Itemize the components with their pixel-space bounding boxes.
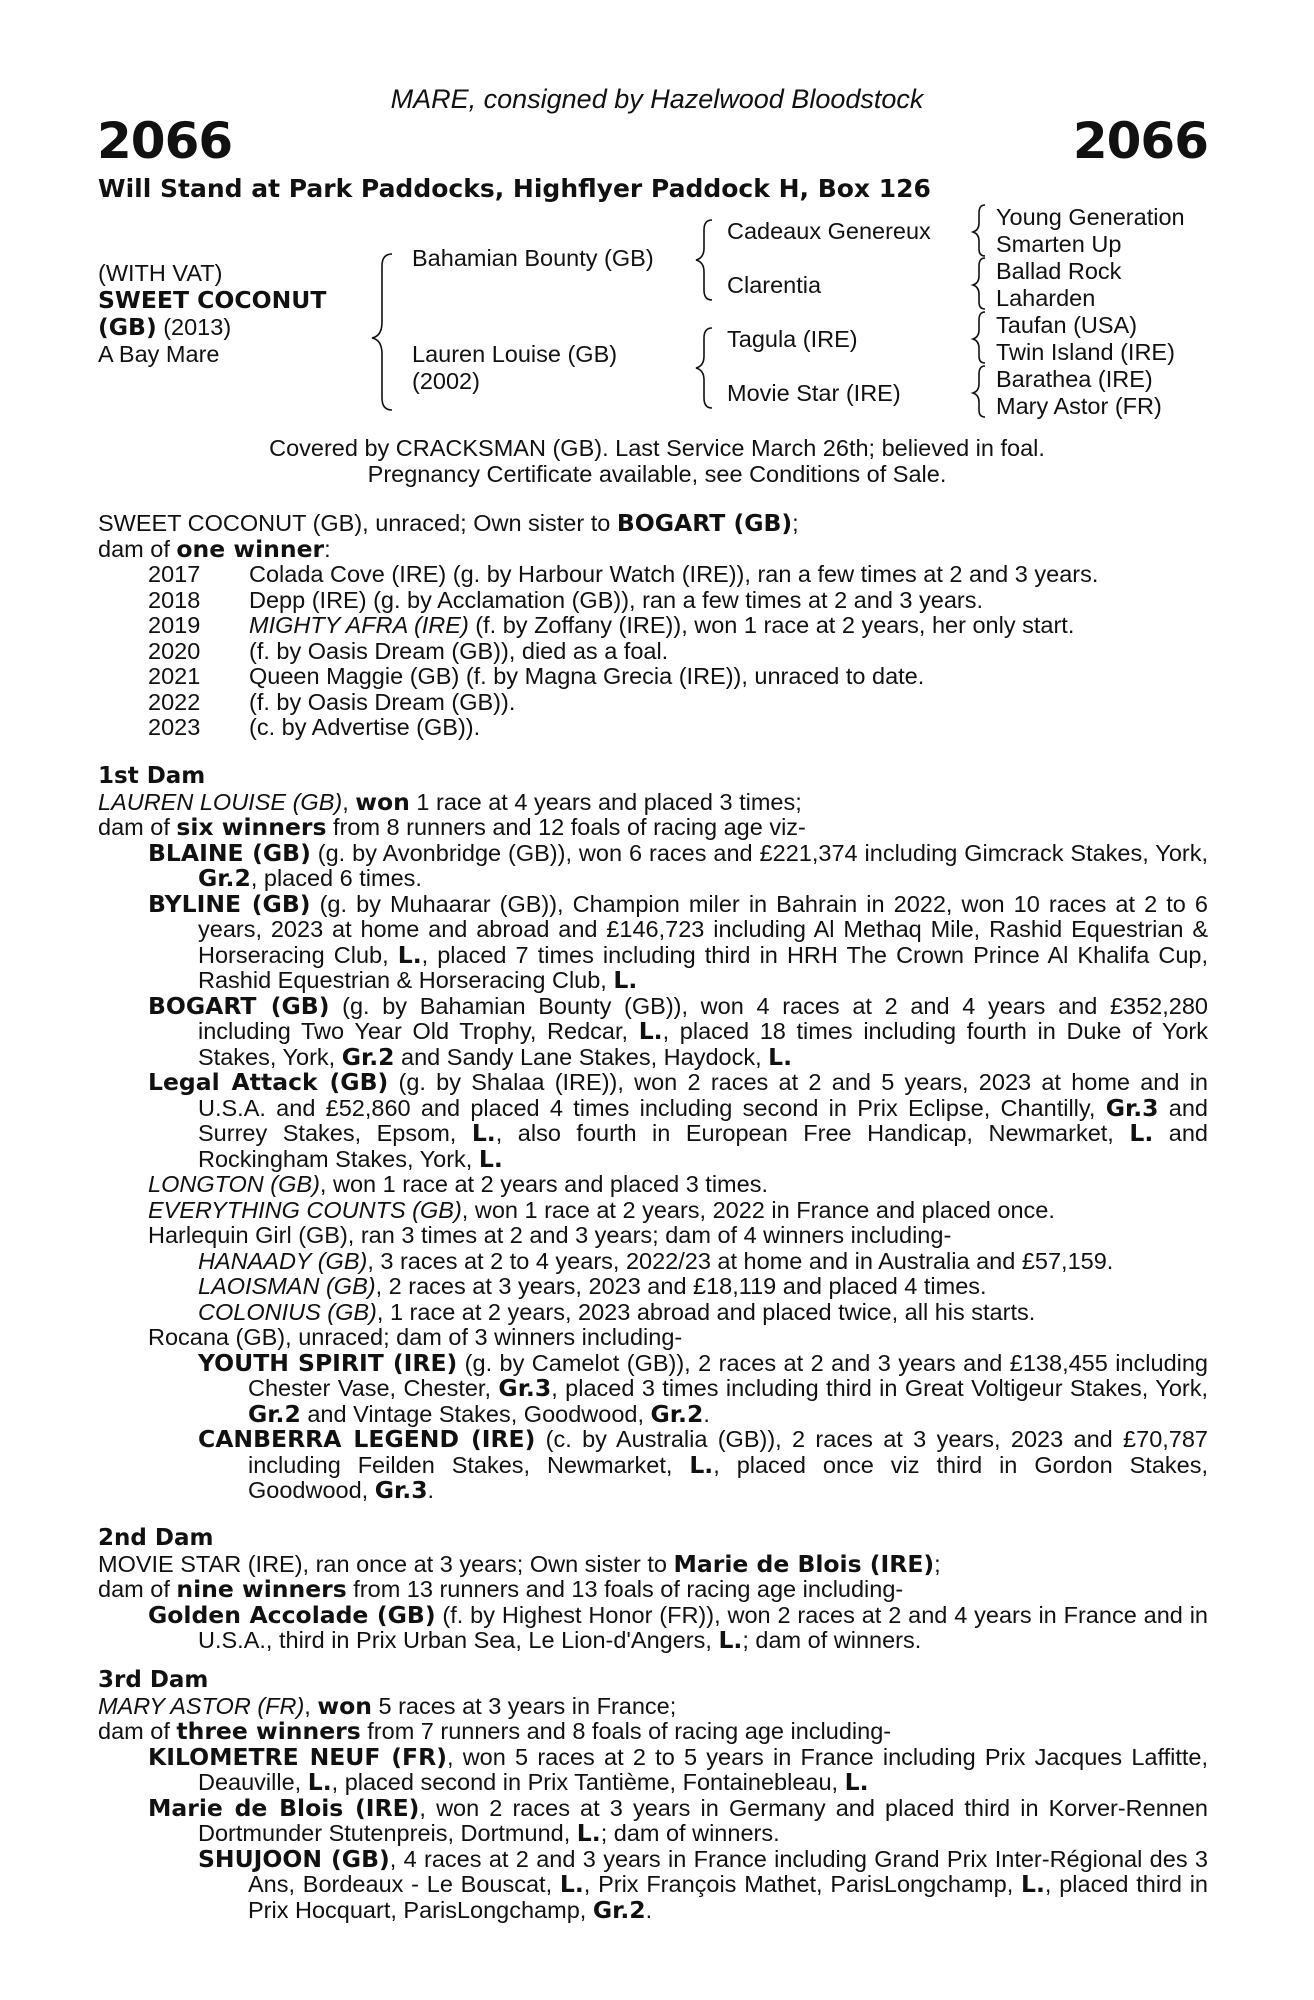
runner-bogart: BOGART (GB) (g. by Bahamian Bounty (GB)), won 4 races at 2 and 4 years and £352,280 including Two Year Old Trophy, Redcar, L., placed 18 times including fourth in Duke of York Stakes, York, Gr.2 and Sandy Lane Stakes, Haydock, L. (148, 991, 1208, 1071)
gen3-5: Taufan (USA) (996, 312, 1138, 338)
vat-note: (WITH VAT) (98, 260, 223, 286)
third-dam-section (98, 1668, 1208, 1923)
runner-blaine: BLAINE (GB) (g. by Avonbridge (GB)), won 6 races and £221,374 including Gimcrack Stakes, York, Gr.2, placed 6 times. (148, 838, 1208, 892)
runner-golden-accolade: Golden Accolade (GB) (f. by Highest Honor (FR)), won 2 races at 2 and 4 years in France and in U.S.A., third in Prix Urban Sea, Le Lion-d'Angers, L.; dam of winners. (148, 1600, 1208, 1654)
runner-everything-counts: EVERYTHING COUNTS (GB), won 1 race at 2 years, 2022 in France and placed once. (148, 1196, 1055, 1223)
gen3-1: Young Generation (996, 204, 1185, 230)
gen3-4: Laharden (996, 285, 1096, 311)
mare-dam-of: dam of one winner: (98, 534, 331, 563)
foal-row: 2018 Depp (IRE) (g. by Acclamation (GB)), ran a few times at 2 and 3 years. (148, 586, 984, 613)
brace-gen3-1 (973, 205, 985, 256)
first-dam-section (98, 764, 1208, 1504)
brace-gen3-3 (973, 312, 985, 363)
foal-row: 2020 (f. by Oasis Dream (GB)), died as a foal. (148, 637, 669, 664)
mare-intro: SWEET COCONUT (GB), unraced; Own sister to BOGART (GB); (98, 509, 799, 537)
foal-row: 2023 (c. by Advertise (GB)). (148, 714, 481, 740)
foal-row: 2019 MIGHTY AFRA (IRE) (f. by Zoffany (IRE)), won 1 race at 2 years, her only start. (148, 612, 1075, 638)
brace-gen2-bottom (696, 328, 712, 408)
horse-description: A Bay Mare (98, 341, 220, 367)
runner-marie-de-blois: Marie de Blois (IRE), won 2 races at 3 years in Germany and placed third in Korver-Rennen Dortmunder Stutenpreis, Dortmund, L.; dam of winners. (148, 1793, 1208, 1847)
third-dam-intro: MARY ASTOR (FR), won 5 races at 3 years in France; (98, 1691, 677, 1720)
runner-rocana: Rocana (GB), unraced; dam of 3 winners including- (148, 1324, 683, 1350)
horse-origin: (GB) (2013) (98, 313, 232, 341)
brace-gen3-2 (973, 258, 985, 309)
runner-longton: LONGTON (GB), won 1 race at 2 years and placed 3 times. (148, 1171, 768, 1197)
runner-legal-attack: Legal Attack (GB) (g. by Shalaa (IRE)), won 2 races at 2 and 5 years, 2023 at home and in U.S.A. and £52,860 and placed 4 times including second in Prix Eclipse, Chantilly, Gr.3 and Surrey Stakes, Epsom, L., also fourth in European Free Handicap, Newmarket, L. and Rockingham Stakes, York, L. (148, 1068, 1209, 1173)
gen3-2: Smarten Up (996, 231, 1122, 257)
gen3-7: Barathea (IRE) (996, 366, 1153, 392)
lot-number-left: 2066 (97, 112, 233, 170)
gen2-3: Tagula (IRE) (727, 326, 858, 352)
sire: Bahamian Bounty (GB) (412, 245, 654, 271)
gen2-1: Cadeaux Genereux (727, 218, 931, 244)
third-dam-heading: 3rd Dam (98, 1667, 209, 1693)
brace-gen3-4 (973, 366, 985, 417)
runner-colonius: COLONIUS (GB), 1 race at 2 years, 2023 abroad and placed twice, all his starts. (198, 1298, 1036, 1325)
foal-row: 2021 Queen Maggie (GB) (f. by Magna Grecia (IRE)), unraced to date. (148, 663, 925, 689)
gen3-8: Mary Astor (FR) (996, 393, 1162, 419)
second-dam-heading: 2nd Dam (98, 1525, 214, 1551)
runner-harlequin-girl: Harlequin Girl (GB), ran 3 times at 2 and 3 years; dam of 4 winners including- (148, 1222, 952, 1248)
first-dam-dam-of: dam of six winners from 8 runners and 12 foals of racing age viz- (98, 813, 806, 841)
runner-laoisman: LAOISMAN (GB), 2 races at 3 years, 2023 and £18,119 and placed 4 times. (198, 1273, 987, 1299)
runner-youth-spirit: YOUTH SPIRIT (IRE) (g. by Camelot (GB)), 2 races at 2 and 3 years and £138,455 including Chester Vase, Chester, Gr.3, placed 3 times including third in Great Voltigeur Stakes, York, Gr.2 and Vintage Stakes, Goodwood, Gr.2. (198, 1348, 1208, 1428)
runner-byline: BYLINE (GB) (g. by Muhaarar (GB)), Champion miler in Bahrain in 2022, won 10 races at 2 to 6 years, 2023 at home and abroad and £146,723 including Al Methaq Mile, Rashid Equestrian & Horseracing Club, L., placed 7 times including third in HRH The Crown Prince Al Khalifa Cup, Rashid Equestrian & Horseracing Club, L. (148, 889, 1209, 994)
runner-shujoon: SHUJOON (GB), 4 races at 2 and 3 years in France including Grand Prix Inter-Régional des 3 Ans, Bordeaux - Le Bouscat, L., Prix François Mathet, ParisLongchamp, L., placed third in Prix Hocquart, ParisLongchamp, Gr.2. (198, 1844, 1208, 1924)
horse-name: SWEET COCONUT (98, 286, 327, 314)
first-dam-intro: LAUREN LOUISE (GB), won 1 race at 4 years and placed 3 times; (98, 787, 802, 816)
foal-row: 2022 (f. by Oasis Dream (GB)). (148, 688, 516, 715)
mare-section (98, 511, 1208, 741)
third-dam-dam-of: dam of three winners from 7 runners and 8 foals of racing age including- (98, 1717, 892, 1745)
brace-gen2-top (696, 220, 712, 300)
first-dam-heading: 1st Dam (98, 763, 206, 789)
runner-kilometre-neuf: KILOMETRE NEUF (FR), won 5 races at 2 to 5 years in France including Prix Jacques Laffitte, Deauville, L., placed second in Prix Tantième, Fontainebleau, L. (148, 1742, 1208, 1796)
covered-note: Covered by CRACKSMAN (GB). Last Service March 26th; believed in foal. Pregnancy Certificate available, see Conditions of Sale. (269, 435, 1045, 487)
second-dam-section (98, 1526, 1208, 1654)
gen3-3: Ballad Rock (996, 258, 1122, 284)
brace-gen1 (372, 254, 392, 410)
foal-row: 2017 Colada Cove (IRE) (g. by Harbour Watch (IRE)), ran a few times at 2 and 3 years. (148, 561, 1099, 587)
consignment-line: MARE, consigned by Hazelwood Bloodstock (390, 84, 924, 114)
second-dam-intro: MOVIE STAR (IRE), ran once at 3 years; Own sister to Marie de Blois (IRE); (98, 1549, 941, 1578)
gen3-6: Twin Island (IRE) (996, 339, 1175, 365)
gen2-4: Movie Star (IRE) (727, 380, 901, 406)
stand-location: Will Stand at Park Paddocks, Highflyer Paddock H, Box 126 (98, 174, 931, 203)
lot-number-right: 2066 (1072, 112, 1208, 170)
runner-canberra-legend: CANBERRA LEGEND (IRE) (c. by Australia (GB)), 2 races at 3 years, 2023 and £70,787 including Feilden Stakes, Newmarket, L., placed once viz third in Gordon Stakes, Goodwood, Gr.3. (198, 1425, 1209, 1504)
gen2-2: Clarentia (727, 272, 822, 298)
second-dam-dam-of: dam of nine winners from 13 runners and 13 foals of racing age including- (98, 1575, 904, 1603)
dam: Lauren Louise (GB) (2002) (412, 341, 618, 394)
runner-hanaady: HANAADY (GB), 3 races at 2 to 4 years, 2022/23 at home and in Australia and £57,159. (198, 1247, 1114, 1274)
